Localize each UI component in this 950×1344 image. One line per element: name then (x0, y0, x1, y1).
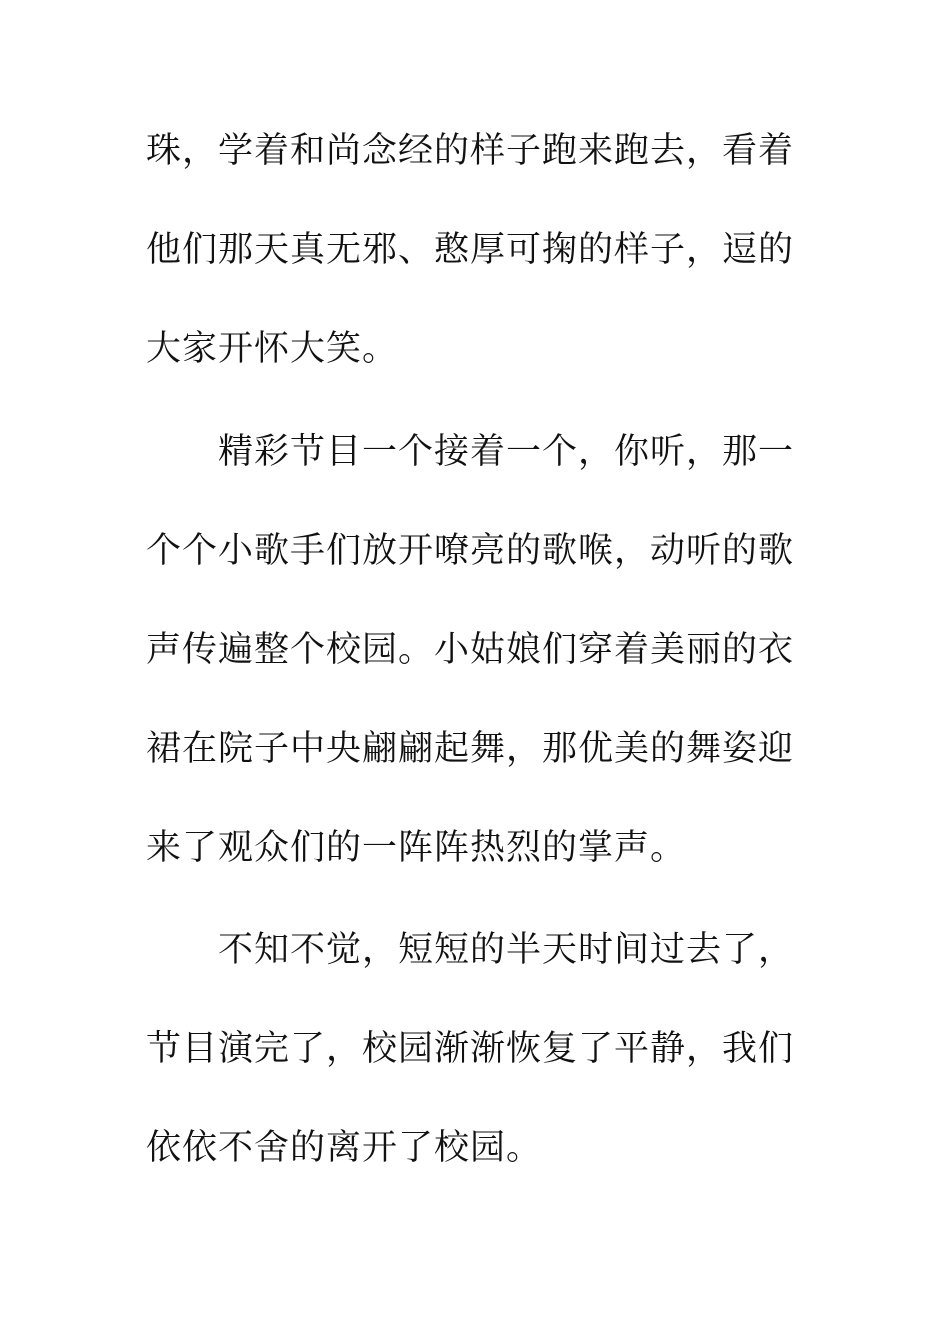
text-line: 依依不舍的离开了校园。 (146, 1128, 543, 1168)
text-line: 珠，学着和尚念经的样子跑来跑去，看着 (146, 131, 795, 171)
text-line: 不知不觉，短短的半天时间过去了， (218, 930, 795, 970)
text-line: 节目演完了，校园渐渐恢复了平静，我们 (146, 1029, 795, 1069)
text-line: 大家开怀大笑。 (146, 329, 399, 369)
text-line: 声传遍整个校园。小姑娘们穿着美丽的衣 (146, 630, 795, 670)
text-line: 个个小歌手们放开嘹亮的歌喉，动听的歌 (146, 531, 795, 571)
text-line: 精彩节目一个接着一个，你听，那一 (218, 432, 795, 472)
text-line: 他们那天真无邪、憨厚可掬的样子，逗的 (146, 230, 795, 270)
text-line: 裙在院子中央翩翩起舞，那优美的舞姿迎 (146, 729, 795, 769)
text-line: 来了观众们的一阵阵热烈的掌声。 (146, 828, 687, 868)
